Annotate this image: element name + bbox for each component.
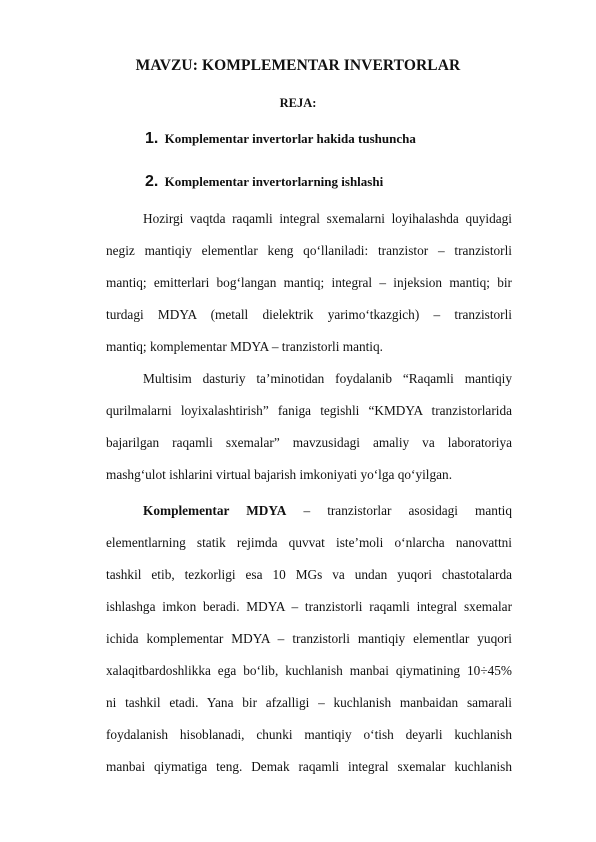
bold-term: Komplementar MDYA bbox=[143, 503, 287, 518]
body-text-line: ni tashkil etadi. Yana bir afzalligi – kuchlanish manbaidan samarali bbox=[106, 695, 512, 710]
body-text-line: tashkil etib, tezkorligi esa 10 MGs va undan yuqori chastotalarda bbox=[106, 567, 512, 582]
plan-item-text: Komplementar invertorlar hakida tushuncha bbox=[164, 131, 416, 146]
plan-item-number: 1. bbox=[145, 130, 159, 147]
body-text-line: manbai qiymatiga teng. Demak raqamli integral sxemalar kuchlanish bbox=[106, 759, 512, 774]
plan-item-text: Komplementar invertorlarning ishlashi bbox=[164, 174, 384, 189]
body-text-line: mantiq; komplementar MDYA – tranzistorli mantiq. bbox=[106, 339, 383, 354]
plan-item bbox=[145, 130, 416, 148]
body-text-line: ishlashga imkon beradi. MDYA – tranzistorli raqamli integral sxemalar bbox=[106, 599, 512, 614]
body-text-line: turdagi MDYA (metall dielektrik yarimo‘tkazgich) – tranzistorli bbox=[106, 307, 512, 322]
body-text-line: bajarilgan raqamli sxemalar” mavzusidagi amaliy va laboratoriya bbox=[106, 435, 512, 450]
body-text-line: elementlarning statik rejimda quvvat iste’moli o‘nlarcha nanovattni bbox=[106, 535, 512, 550]
plan-item-number: 2. bbox=[145, 173, 159, 190]
body-text-line: mashg‘ulot ishlarini virtual bajarish imkoniyati yo‘lga qo‘yilgan. bbox=[106, 467, 453, 482]
plan-heading: REJA: bbox=[279, 96, 317, 110]
body-text-line: Multisim dasturiy ta’minotidan foydalanib “Raqamli mantiqiy bbox=[143, 371, 512, 386]
body-text-line: mantiq; emitterlari bog‘langan mantiq; integral – injeksion mantiq; bir bbox=[106, 275, 512, 290]
body-text-line bbox=[143, 501, 512, 521]
body-text-line: qurilmalarni loyixalashtirish” faniga tegishli “KMDYA tranzistorlarida bbox=[106, 403, 512, 418]
body-text-line: xalaqitbardoshlikka ega bo‘lib, kuchlanish manbai qiymatining 10÷45% bbox=[106, 663, 512, 678]
plan-item bbox=[145, 173, 383, 191]
body-text-line: ichida komplementar MDYA – tranzistorli mantiqiy elementlar yuqori bbox=[106, 631, 512, 646]
body-text-fragment: – tranzistorlar asosidagi mantiq bbox=[286, 503, 512, 518]
body-text-line: Hozirgi vaqtda raqamli integral sxemalarni loyihalashda quyidagi bbox=[143, 211, 512, 226]
document-title: MAVZU: KOMPLEMENTAR INVERTORLAR bbox=[135, 57, 461, 74]
body-text-line: foydalanish hisoblanadi, chunki mantiqiy o‘tish deyarli kuchlanish bbox=[106, 727, 512, 742]
body-text-line: negiz mantiqiy elementlar keng qo‘llaniladi: tranzistor – tranzistorli bbox=[106, 243, 512, 258]
